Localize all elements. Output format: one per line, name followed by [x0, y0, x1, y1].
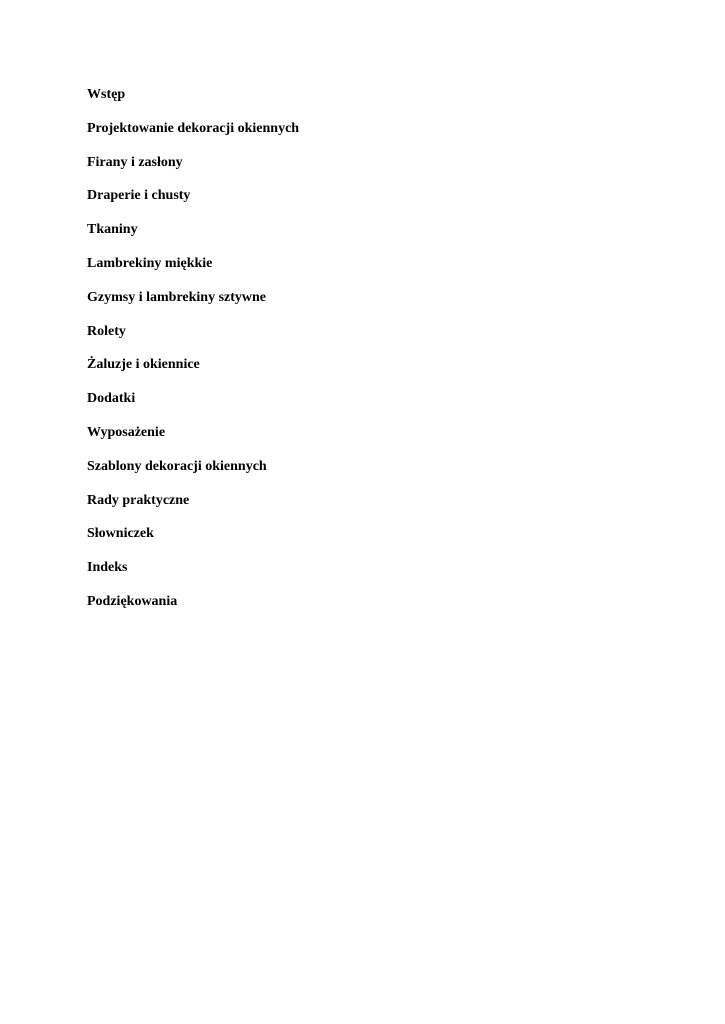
toc-item-zaluzje: Żaluzje i okiennice [87, 357, 200, 373]
toc-item-gzymsy: Gzymsy i lambrekiny sztywne [87, 289, 267, 305]
toc-item-slowniczek: Słowniczek [87, 526, 154, 542]
toc-item-wyposazenie: Wyposażenie [87, 424, 166, 440]
toc-item-wstep: Wstęp [87, 87, 126, 102]
toc-item-szablony: Szablony dekoracji okiennych [87, 458, 267, 474]
toc-item-indeks: Indeks [87, 560, 128, 576]
toc-item-rolety: Rolety [87, 323, 126, 339]
toc-item-draperie: Draperie i chusty [87, 188, 191, 204]
toc-item-firany: Firany i zasłony [87, 154, 183, 170]
table-of-contents [87, 86, 299, 627]
toc-item-tkaniny: Tkaniny [87, 222, 138, 238]
toc-item-dodatki: Dodatki [87, 391, 136, 407]
toc-item-lambrekiny-miekkie: Lambrekiny miękkie [87, 255, 213, 271]
toc-item-rady: Rady praktyczne [87, 492, 190, 508]
toc-item-projektowanie: Projektowanie dekoracji okiennych [87, 120, 300, 136]
toc-item-podziekowania: Podziękowania [87, 593, 178, 609]
